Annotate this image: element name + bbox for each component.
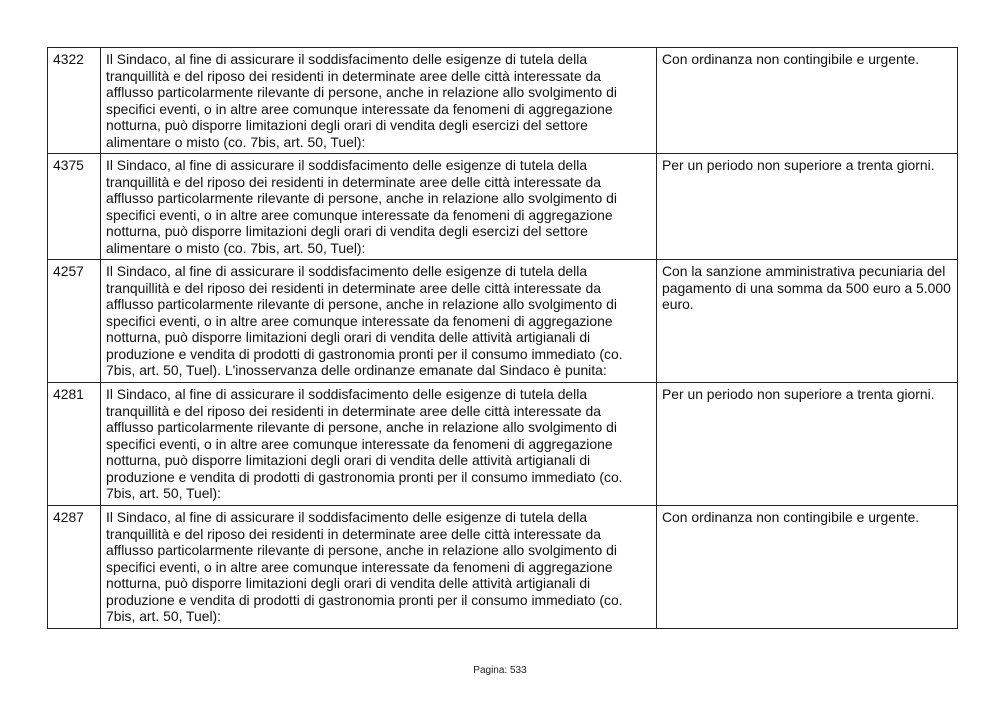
table-row [48,506,958,629]
question-text: Il Sindaco, al fine di assicurare il soddisfacimento delle esigenze di tutela della tranquillità e del riposo dei residenti in determinate aree delle città interessate da afflusso particolarmente rilevante di persone, anche in relazione allo svolgimento di specifici eventi, o in altre aree comunque interessate da fenomeni di aggregazione notturna, può disporre limitazioni degli orari di vendita delle attività artigianali di produzione e vendita di prodotti di gastronomia pronti per il consumo immediato (co. 7bis, art. 50, Tuel): [101,383,657,506]
question-text: Il Sindaco, al fine di assicurare il soddisfacimento delle esigenze di tutela della tranquillità e del riposo dei residenti in determinate aree delle città interessate da afflusso particolarmente rilevante di persone, anche in relazione allo svolgimento di specifici eventi, o in altre aree comunque interessate da fenomeni di aggregazione notturna, può disporre limitazioni degli orari di vendita delle attività artigianali di produzione e vendita di prodotti di gastronomia pronti per il consumo immediato (co. 7bis, art. 50, Tuel). L'inosservanza delle ordinanze emanate dal Sindaco è punita: [101,260,657,383]
question-table [47,47,958,629]
question-id: 4257 [48,260,101,383]
answer-text: Con la sanzione amministrativa pecuniaria del pagamento di una somma da 500 euro a 5.000 euro. [657,260,958,383]
answer-text: Con ordinanza non contingibile e urgente. [657,48,958,154]
answer-text: Per un periodo non superiore a trenta giorni. [657,154,958,260]
question-text: Il Sindaco, al fine di assicurare il soddisfacimento delle esigenze di tutela della tranquillità e del riposo dei residenti in determinate aree delle città interessate da afflusso particolarmente rilevante di persone, anche in relazione allo svolgimento di specifici eventi, o in altre aree comunque interessate da fenomeni di aggregazione notturna, può disporre limitazioni degli orari di vendita delle attività artigianali di produzione e vendita di prodotti di gastronomia pronti per il consumo immediato (co. 7bis, art. 50, Tuel): [101,506,657,629]
table-row [48,260,958,383]
question-id: 4281 [48,383,101,506]
table-row [48,383,958,506]
question-text: Il Sindaco, al fine di assicurare il soddisfacimento delle esigenze di tutela della tranquillità e del riposo dei residenti in determinate aree delle città interessate da afflusso particolarmente rilevante di persone, anche in relazione allo svolgimento di specifici eventi, o in altre aree comunque interessate da fenomeni di aggregazione notturna, può disporre limitazioni degli orari di vendita degli esercizi del settore alimentare o misto (co. 7bis, art. 50, Tuel): [101,154,657,260]
question-id: 4375 [48,154,101,260]
question-id: 4322 [48,48,101,154]
answer-text: Con ordinanza non contingibile e urgente. [657,506,958,629]
answer-text: Per un periodo non superiore a trenta giorni. [657,383,958,506]
table-row [48,48,958,154]
question-id: 4287 [48,506,101,629]
page-number: Pagina: 533 [473,665,527,676]
table-row [48,154,958,260]
question-text: Il Sindaco, al fine di assicurare il soddisfacimento delle esigenze di tutela della tranquillità e del riposo dei residenti in determinate aree delle città interessate da afflusso particolarmente rilevante di persone, anche in relazione allo svolgimento di specifici eventi, o in altre aree comunque interessate da fenomeni di aggregazione notturna, può disporre limitazioni degli orari di vendita degli esercizi del settore alimentare o misto (co. 7bis, art. 50, Tuel): [101,48,657,154]
